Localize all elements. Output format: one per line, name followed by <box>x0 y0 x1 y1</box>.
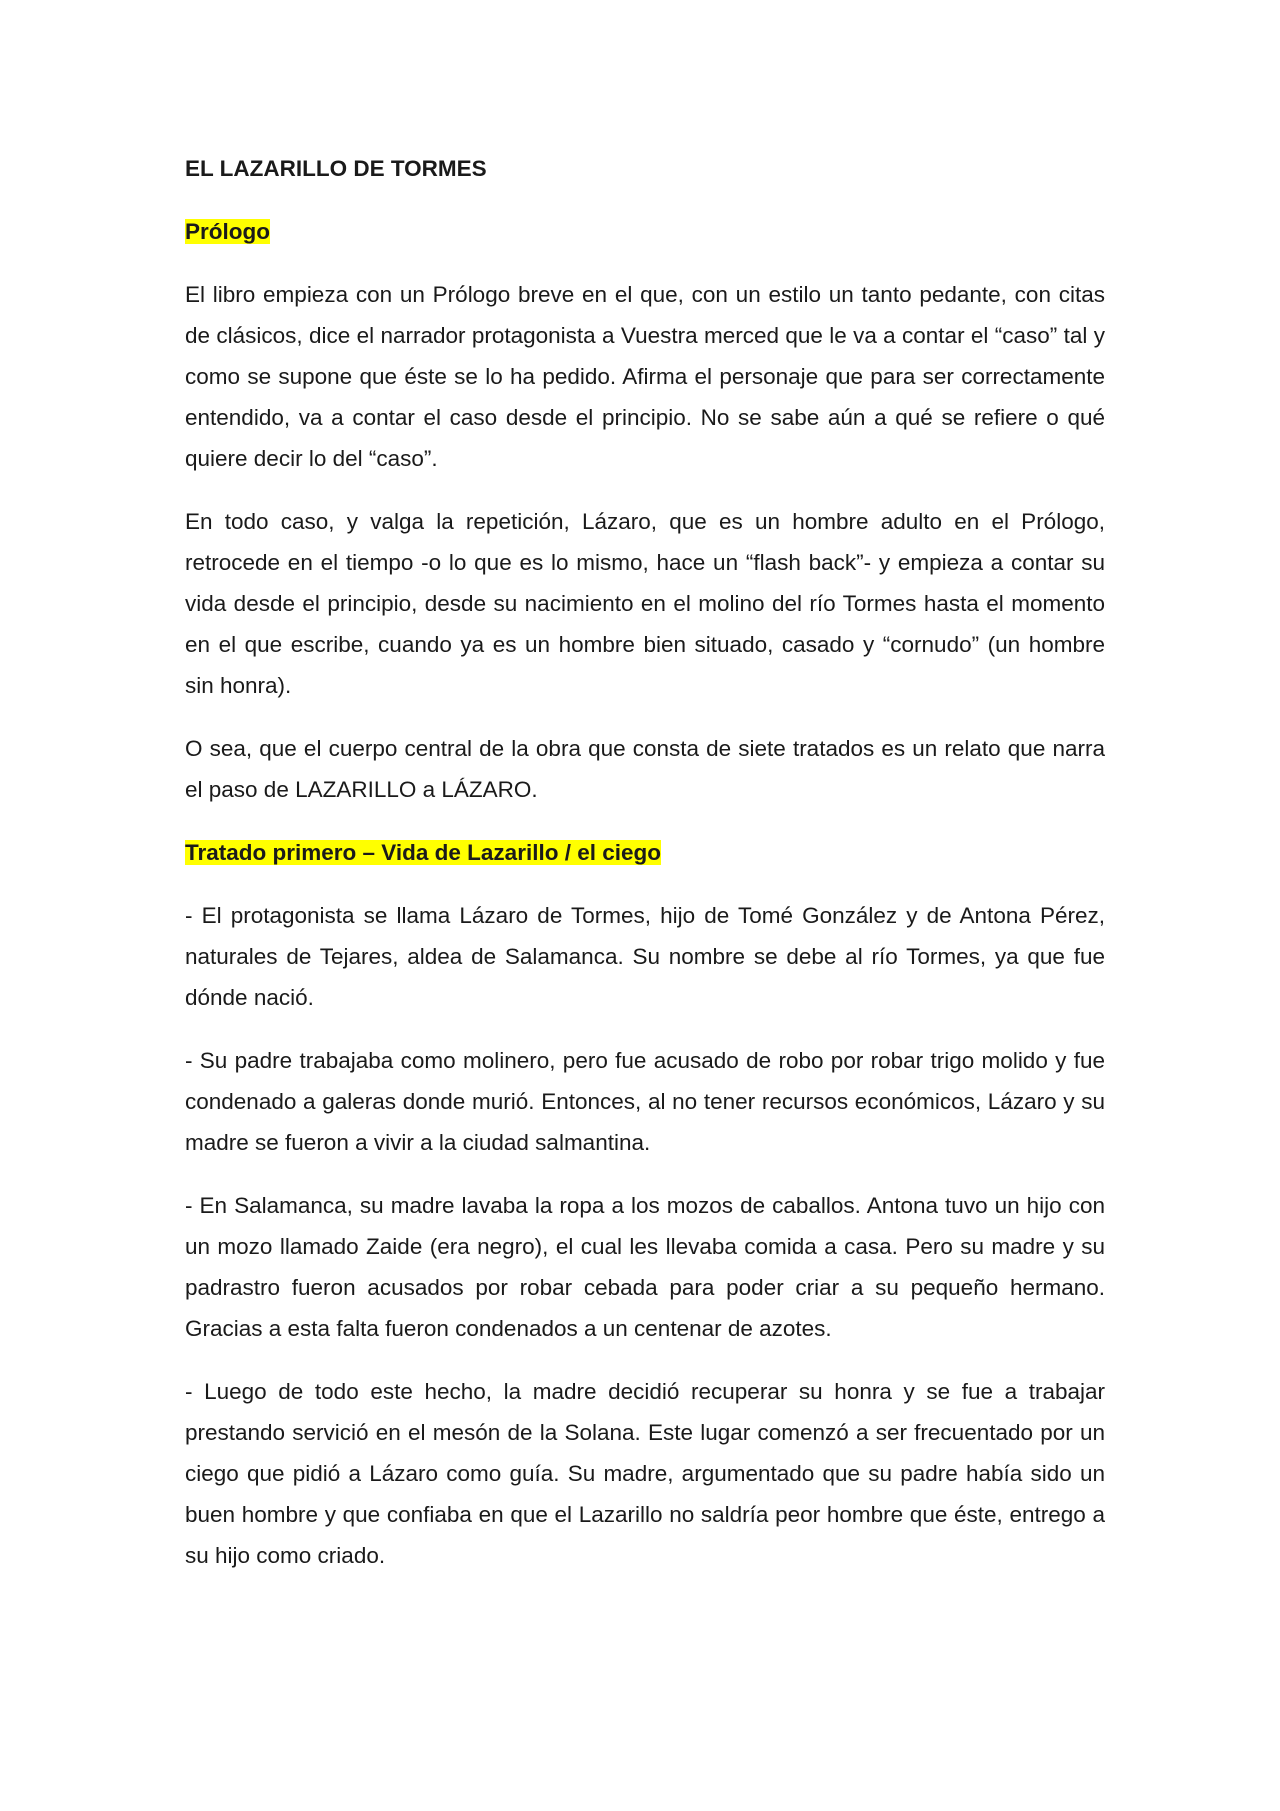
document-body <box>185 148 1105 1598</box>
paragraph: - Luego de todo este hecho, la madre decidió recuperar su honra y se fue a trabajar prestando servició en el mesón de la Solana. Este lugar comenzó a ser frecuentado por un ciego que pidió a Lázaro como guía. Su madre, argumentado que su padre había sido un buen hombre y que confiaba en que el Lazarillo no saldría peor hombre que éste, entrego a su hijo como criado. <box>185 1379 1105 1568</box>
paragraph: El libro empieza con un Prólogo breve en el que, con un estilo un tanto pedante, con citas de clásicos, dice el narrador protagonista a Vuestra merced que le va a contar el “caso” tal y como se supone que éste se lo ha pedido. Afirma el personaje que para ser correctamente entendido, va a contar el caso desde el principio. No se sabe aún a qué se refiere o qué quiere decir lo del “caso”. <box>185 282 1105 471</box>
paragraph: - Su padre trabajaba como molinero, pero fue acusado de robo por robar trigo molido y fue condenado a galeras donde murió. Entonces, al no tener recursos económicos, Lázaro y su madre se fueron a vivir a la ciudad salmantina. <box>185 1048 1105 1155</box>
document-title: EL LAZARILLO DE TORMES <box>185 156 487 181</box>
paragraph: En todo caso, y valga la repetición, Lázaro, que es un hombre adulto en el Prólogo, retrocede en el tiempo -o lo que es lo mismo, hace un “flash back”- y empieza a contar su vida desde el principio, desde su nacimiento en el molino del río Tormes hasta el momento en el que escribe, cuando ya es un hombre bien situado, casado y “cornudo” (un hombre sin honra). <box>185 509 1105 698</box>
paragraph: - El protagonista se llama Lázaro de Tormes, hijo de Tomé González y de Antona Pérez, naturales de Tejares, aldea de Salamanca. Su nombre se debe al río Tormes, ya que fue dónde nació. <box>185 903 1105 1010</box>
highlighted-heading: Tratado primero – Vida de Lazarillo / el ciego <box>185 840 661 865</box>
paragraph: - En Salamanca, su madre lavaba la ropa a los mozos de caballos. Antona tuvo un hijo con un mozo llamado Zaide (era negro), el cual les llevaba comida a casa. Pero su madre y su padrastro fueron acusados por robar cebada para poder criar a su pequeño hermano. Gracias a esta falta fueron condenados a un centenar de azotes. <box>185 1193 1105 1341</box>
highlighted-heading: Prólogo <box>185 219 270 244</box>
section-heading-tratado-primero <box>185 832 1105 873</box>
section-heading-prologo <box>185 211 1105 252</box>
paragraph: O sea, que el cuerpo central de la obra que consta de siete tratados es un relato que narra el paso de LAZARILLO a LÁZARO. <box>185 736 1105 802</box>
